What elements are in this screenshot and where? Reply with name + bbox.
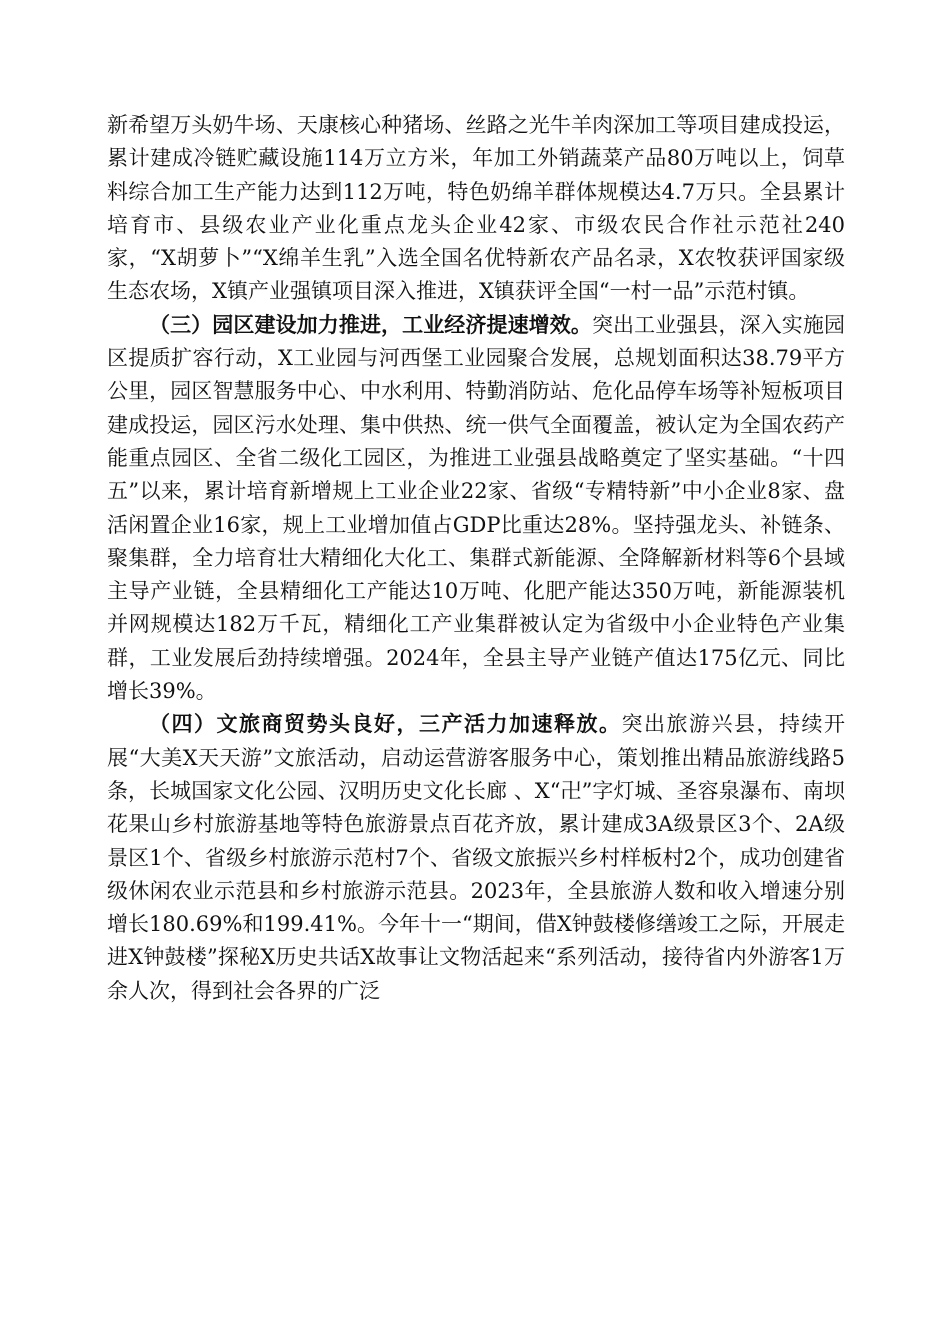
paragraph-2-text: 突出工业强县，深入实施园区提质扩容行动，X工业园与河西堡工业园聚合发展，总规划面积达38.79平方公里，园区智慧服务中心、中水利用、特勤消防站、危化品停车场等补短板项目建成投运，园区污水处理、集中供热、统一供气全面覆盖，被认定为全国农药产能重点园区、全省二级化工园区，为推进工业强县战略奠定了坚实基础。“十四五”以来，累计培育新增规上工业企业22家、省级“专精特新”中小企业8家、盘活闲置企业16家，规上工业增加值占GDP比重达28%。坚持强龙头、补链条、聚集群，全力培育壮大精细化大化工、集群式新能源、全降解新材料等6个县域主导产业链，全县精细化工产能达10万吨、化肥产能达350万吨，新能源装机并网规模达182万千瓦，精细化工产业集群被认定为省级中小企业特色产业集群，工业发展后劲持续增强。2024年，全县主导产业链产值达175亿元、同比增长39%。 [107,312,845,704]
paragraph-1-text: 新希望万头奶牛场、天康核心种猪场、丝路之光牛羊肉深加工等项目建成投运，累计建成冷链贮藏设施114万立方米，年加工外销蔬菜产品80万吨以上，饲草料综合加工生产能力达到112万吨，特色奶绵羊群体规模达4.7万只。全县累计培育市、县级农业产业化重点龙头企业42家、市级农民合作社示范社240家，“X胡萝卜”“X绵羊生乳”入选全国名优特新农产品名录，X农牧获评国家级生态农场，X镇产业强镇项目深入推进，X镇获评全国“一村一品”示范村镇。 [107,113,845,304]
paragraph-3-text: 突出旅游兴县，持续开展“大美X天天游”文旅活动，启动运营游客服务中心，策划推出精品旅游线路5条，长城国家文化公园、汉明历史文化长廊 、X“卍”字灯城、圣容泉瀑布、南坝花果山乡村旅游基地等特色旅游景点百花齐放，累计建成3A级景区3个、2A级景区1个、省级乡村旅游示范村7个、省级文旅振兴乡村样板村2个，成功创建省级休闲农业示范县和乡村旅游示范县。2023年，全县旅游人数和收入增速分别增长180.69%和199.41%。今年十一“期间，借X钟鼓楼修缮竣工之际，开展走进X钟鼓楼”探秘X历史共话X故事让文物活起来“系列活动，接待省内外游客1万余人次，得到社会各界的广泛 [107,712,845,1003]
document-page [107,109,845,1008]
paragraph-3 [107,708,845,1008]
paragraph-1 [107,109,845,309]
paragraph-2 [107,309,845,709]
section-heading-4: （四）文旅商贸势头良好，三产活力加速释放。 [149,712,622,737]
section-heading-3: （三）园区建设加力推进，工业经济提速增效。 [149,312,592,337]
